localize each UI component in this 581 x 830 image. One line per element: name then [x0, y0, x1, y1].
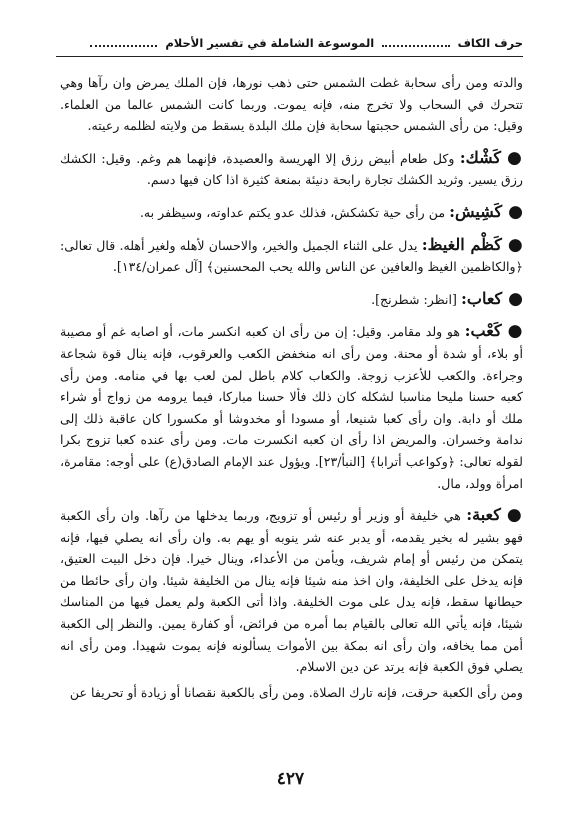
entry-kaab — [60, 320, 523, 494]
header-rule — [56, 56, 523, 57]
body-text — [60, 72, 523, 713]
entry-text: من رأى حية تكشكش، فذلك عدو يكتم عداوته، وسيظفر به. — [139, 204, 446, 220]
entry-text: وكل طعام أبيض رزق إلا الهريسة والعصيدة، فإنهما هم وغم. وقيل: الكشك رزق يسير. وثريد الكشك تجارة رابحة دنيئة بمنعة كثيرة اذا كان فيها دسم. — [60, 150, 523, 188]
running-header — [56, 32, 523, 54]
entry-text: هي خليفة أو وزير أو رئيس أو تزويج، وربما يدخلها من رآها. وان رأى الكعبة فهو بشير له بخير يقدمه، أو يدبر عنه شر ينوبه أو يهم به. وان رأى انه يصلي فيها، فإنه يتمكن من رئيس أو إمام شريف، ويأمن من الأعداء، وينال خيرا. فإن دخل البيت العتيق، فإنه يدخل على الخليفة، وان اخذ منه شيئا فإنه ينال من الخليفة شيئا. وان رأى حائطا من حيطانها سقط، فإنه يدل على موت الخليفة. واذا أتى الكعبة ولم يعمل فيها من المناسك شيئا، فإنه يأتي الله تعالى بالقيام بما أمره من فرائض، أو كفارة يمين. والنظر إلى الكعبة أمن مما يخافه، وان رأى انه بمكة بين الأموات يسألونه فإنه يموت شهيدا. ومن رأى انه يصلي فوق الكعبة فإنه يرتد عن دين الاسلام. — [60, 508, 523, 675]
entry-head: كَظْم الغيظ: — [421, 234, 502, 254]
entry-head: كَشْك: — [459, 147, 501, 167]
bullet-icon: ● — [507, 321, 523, 342]
entry-text: هو ولد مقامر. وقيل: إن من رأى ان كعبه انكسر مات، أو اصابه غم أو مصيبة أو بلاء، أو شدة أو محنة. ومن رأى انه منخفض الكعب والعرقوب، فإنه ينال قوة شجاعة وجراءة. والكعب للأعزب زوجة. والكعاب كلام باطل لمن لعب بها في منامه. ومن رأى كعبه حسنا مليحا مناسبا لشكله كان ذلك فألا حسنا مباركا، فيما يرومه من زواج أو شراء ملك أو دابة. وان رأى كعبا شنيعا، أو مسودا أو مخدوشا أو مكسورا كان عاقبة ذلك إلى ندامة وخسران. والمريض اذا رأى ان كعبه انكسرت مات. ومن رأى عنده كعبا تزوج بكرا لقوله تعالى: ﴿وكواعب أترابا﴾ [النبأ/٢٣]. ويؤول عند الإمام الصادق(ع) على أوجه: مقامرة، امرأة وولد، مال. — [60, 324, 523, 491]
entry-kazm-alghayz — [60, 234, 523, 278]
page-number: ٤٢٧ — [276, 769, 305, 789]
header-book-title: الموسوعة الشاملة في تفسير الأحلام — [165, 36, 375, 50]
entry-text: يدل على الثناء الجميل والخير، والاحسان لأهله ولغير أهله. قال تعالى: ﴿والكاظمين الغيظ والعافين عن الناس والله يحب المحسنين﴾ [آل عمران/١٣٤]. — [60, 237, 523, 275]
bullet-icon: ● — [507, 234, 523, 255]
entry-head: كَعْب: — [464, 321, 502, 341]
paragraph-continuation: والدته ومن رأى سحابة غطت الشمس حتى ذهب نورها، فإن الملك يمرض وان رآها وهي تتحرك في السحاب ولا تخرج منه، فإنه يموت. وربما كانت الشمس عالما من العلماء. وقيل: من رأى الشمس حجبتها سحابة فإن ملك البلدة يسقط من ولايته لظلمه رعيته. — [60, 75, 523, 134]
entry-head: كعاب: — [460, 288, 503, 308]
header-leader-dots — [382, 45, 449, 47]
entry-text: [انظر: شطرنج]. — [371, 291, 457, 307]
header-leader-dots-left — [90, 45, 157, 47]
paragraph-trailing: ومن رأى الكعبة حرقت، فإنه تارك الصلاة. ومن رأى بالكعبة نقصانا أو زيادة أو تحريفا عن — [69, 684, 523, 700]
entry-kashish — [60, 201, 523, 224]
header-section: حرف الكاف — [457, 36, 523, 50]
entry-kashk — [60, 147, 523, 191]
bullet-icon: ● — [508, 288, 523, 309]
entry-kaaba — [60, 504, 523, 678]
entry-head: كعبة: — [466, 505, 501, 525]
bullet-icon: ● — [506, 505, 523, 526]
entry-head: كَشِيش: — [449, 201, 503, 221]
bullet-icon: ● — [506, 147, 523, 168]
entry-kiab — [60, 288, 523, 311]
bullet-icon: ● — [508, 201, 523, 222]
